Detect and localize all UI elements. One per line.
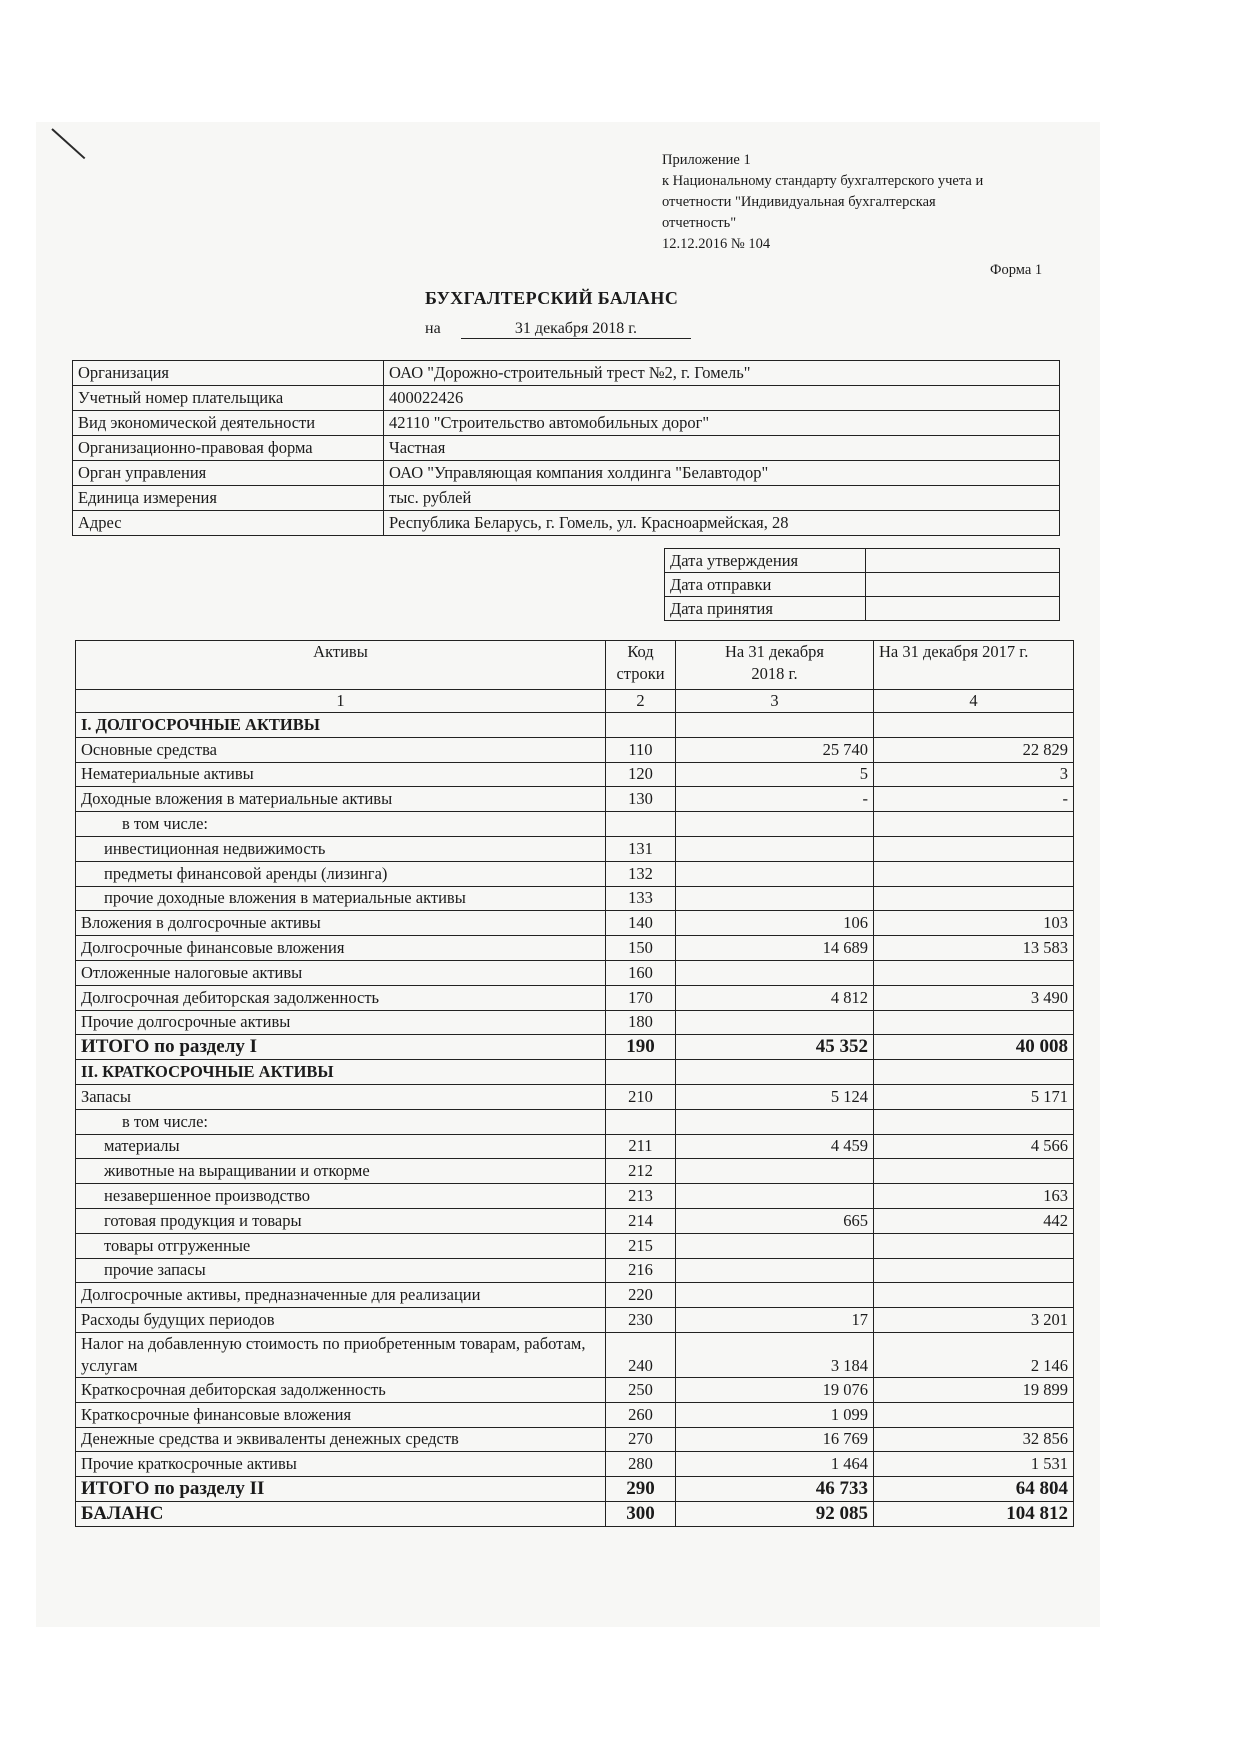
value-2018 — [676, 713, 874, 738]
info-label: Орган управления — [73, 461, 384, 486]
value-2018: 5 124 — [676, 1084, 874, 1109]
row-code: 110 — [606, 737, 676, 762]
row-code: 211 — [606, 1134, 676, 1159]
value-2017: 4 566 — [874, 1134, 1074, 1159]
table-row — [76, 985, 1074, 1010]
header-current-line1: На 31 декабря — [724, 642, 825, 661]
row-label: Основные средства — [76, 737, 606, 762]
row-code — [606, 1060, 676, 1085]
row-code — [606, 1109, 676, 1134]
value-2017: 103 — [874, 911, 1074, 936]
row-code: 212 — [606, 1159, 676, 1184]
value-2017 — [874, 1258, 1074, 1283]
row-label: животные на выращивании и откорме — [76, 1159, 606, 1184]
value-2017: 163 — [874, 1184, 1074, 1209]
table-row — [76, 1332, 1074, 1377]
value-2017: 3 201 — [874, 1308, 1074, 1333]
row-code: 140 — [606, 911, 676, 936]
value-2017: 64 804 — [874, 1477, 1074, 1502]
row-label: незавершенное производство — [76, 1184, 606, 1209]
value-2017: 19 899 — [874, 1377, 1074, 1402]
value-2018 — [676, 836, 874, 861]
value-2018: 1 464 — [676, 1452, 874, 1477]
value-2017 — [874, 960, 1074, 985]
row-label: Прочие краткосрочные активы — [76, 1452, 606, 1477]
value-2017 — [874, 812, 1074, 837]
value-2018: 25 740 — [676, 737, 874, 762]
info-row — [73, 361, 1060, 386]
value-2018: 5 — [676, 762, 874, 787]
value-2017: 442 — [874, 1208, 1074, 1233]
table-row — [76, 861, 1074, 886]
dates-row — [665, 597, 1060, 621]
table-row — [76, 1283, 1074, 1308]
value-2018 — [676, 861, 874, 886]
date-accepted-label: Дата принятия — [665, 597, 866, 621]
header-current-line2: 2018 г. — [751, 664, 798, 683]
info-label: Организационно-правовая форма — [73, 436, 384, 461]
table-row — [76, 936, 1074, 961]
table-row — [76, 1402, 1074, 1427]
row-label: I. ДОЛГОСРОЧНЫЕ АКТИВЫ — [76, 713, 606, 738]
value-2017: 3 — [874, 762, 1074, 787]
row-label: товары отгруженные — [76, 1233, 606, 1258]
value-2018: 16 769 — [676, 1427, 874, 1452]
row-label: Отложенные налоговые активы — [76, 960, 606, 985]
value-2017: 40 008 — [874, 1035, 1074, 1060]
row-label: БАЛАНС — [76, 1501, 606, 1526]
header-current-year — [676, 641, 874, 690]
row-code: 240 — [606, 1332, 676, 1377]
row-code: 214 — [606, 1208, 676, 1233]
column-number: 3 — [676, 690, 874, 713]
row-code: 130 — [606, 787, 676, 812]
value-2017 — [874, 1060, 1074, 1085]
row-label: Доходные вложения в материальные активы — [76, 787, 606, 812]
row-code: 131 — [606, 836, 676, 861]
appendix-line: отчетность" — [662, 215, 737, 231]
row-code: 213 — [606, 1184, 676, 1209]
value-2018: 45 352 — [676, 1035, 874, 1060]
value-2017: 5 171 — [874, 1084, 1074, 1109]
row-label: Долгосрочные активы, предназначенные для реализации — [76, 1283, 606, 1308]
row-label: предметы финансовой аренды (лизинга) — [76, 861, 606, 886]
appendix-line: отчетности "Индивидуальная бухгалтерская — [662, 194, 936, 210]
info-row — [73, 461, 1060, 486]
header-code-line1: Код — [627, 642, 654, 661]
value-2017 — [874, 1233, 1074, 1258]
value-2018 — [676, 886, 874, 911]
row-code: 132 — [606, 861, 676, 886]
value-2017: 3 490 — [874, 985, 1074, 1010]
table-row — [76, 1084, 1074, 1109]
value-2018: 4 812 — [676, 985, 874, 1010]
table-row — [76, 1501, 1074, 1526]
header-assets: Активы — [76, 641, 606, 690]
row-code: 280 — [606, 1452, 676, 1477]
table-row — [76, 1308, 1074, 1333]
info-label: Организация — [73, 361, 384, 386]
value-2017: 1 531 — [874, 1452, 1074, 1477]
info-value: тыс. рублей — [384, 486, 1060, 511]
value-2018 — [676, 1010, 874, 1035]
info-row — [73, 386, 1060, 411]
value-2017 — [874, 1283, 1074, 1308]
row-code: 300 — [606, 1501, 676, 1526]
value-2018 — [676, 1060, 874, 1085]
row-label: Налог на добавленную стоимость по приобретенным товарам, работам, услугам — [76, 1332, 606, 1377]
header-code-line2: строки — [616, 664, 665, 683]
row-code: 210 — [606, 1084, 676, 1109]
row-code: 150 — [606, 936, 676, 961]
table-row — [76, 911, 1074, 936]
value-2018: 665 — [676, 1208, 874, 1233]
value-2017 — [874, 861, 1074, 886]
organization-info-table — [72, 360, 1060, 536]
value-2017 — [874, 1010, 1074, 1035]
value-2017 — [874, 886, 1074, 911]
appendix-line: 12.12.2016 № 104 — [662, 236, 771, 252]
balance-sheet-table — [75, 640, 1074, 1527]
value-2017: 104 812 — [874, 1501, 1074, 1526]
row-code — [606, 812, 676, 837]
value-2018: 14 689 — [676, 936, 874, 961]
row-code: 120 — [606, 762, 676, 787]
row-code: 180 — [606, 1010, 676, 1035]
row-code: 133 — [606, 886, 676, 911]
row-code: 216 — [606, 1258, 676, 1283]
table-row — [76, 1477, 1074, 1502]
row-label: Долгосрочные финансовые вложения — [76, 936, 606, 961]
appendix-line: Приложение 1 — [662, 152, 751, 168]
row-code — [606, 713, 676, 738]
form-number: Форма 1 — [990, 262, 1043, 278]
date-approval-value — [866, 549, 1060, 573]
row-label: Краткосрочные финансовые вложения — [76, 1402, 606, 1427]
value-2018: 1 099 — [676, 1402, 874, 1427]
row-code: 230 — [606, 1308, 676, 1333]
info-label: Адрес — [73, 511, 384, 536]
date-accepted-value — [866, 597, 1060, 621]
table-row — [76, 1258, 1074, 1283]
value-2018: 106 — [676, 911, 874, 936]
table-row — [76, 1208, 1074, 1233]
header-code — [606, 641, 676, 690]
info-label: Вид экономической деятельности — [73, 411, 384, 436]
column-number: 1 — [76, 690, 606, 713]
value-2018 — [676, 1184, 874, 1209]
row-code: 190 — [606, 1035, 676, 1060]
row-code: 260 — [606, 1402, 676, 1427]
info-label: Единица измерения — [73, 486, 384, 511]
row-label: Расходы будущих периодов — [76, 1308, 606, 1333]
value-2018 — [676, 1283, 874, 1308]
row-label: прочие доходные вложения в материальные активы — [76, 886, 606, 911]
appendix-line: к Национальному стандарту бухгалтерского учета и — [662, 173, 984, 189]
appendix-note — [662, 150, 1062, 255]
date-prefix: на — [425, 320, 441, 337]
table-header-row — [76, 641, 1074, 690]
value-2018 — [676, 1233, 874, 1258]
value-2017: 22 829 — [874, 737, 1074, 762]
table-row — [76, 812, 1074, 837]
value-2017: 13 583 — [874, 936, 1074, 961]
document-title: БУХГАЛТЕРСКИЙ БАЛАНС — [425, 288, 679, 308]
row-label: Нематериальные активы — [76, 762, 606, 787]
table-row — [76, 1134, 1074, 1159]
dates-row — [665, 549, 1060, 573]
value-2018: 3 184 — [676, 1332, 874, 1377]
info-row — [73, 436, 1060, 461]
value-2018 — [676, 1258, 874, 1283]
row-code: 215 — [606, 1233, 676, 1258]
info-value: 400022426 — [384, 386, 1060, 411]
row-label: ИТОГО по разделу I — [76, 1035, 606, 1060]
row-code: 290 — [606, 1477, 676, 1502]
row-code: 160 — [606, 960, 676, 985]
row-label: Вложения в долгосрочные активы — [76, 911, 606, 936]
row-label: Запасы — [76, 1084, 606, 1109]
table-row — [76, 1233, 1074, 1258]
document-date-line — [425, 320, 695, 339]
value-2017: - — [874, 787, 1074, 812]
row-code: 250 — [606, 1377, 676, 1402]
date-sent-label: Дата отправки — [665, 573, 866, 597]
info-value: 42110 "Строительство автомобильных дорог" — [384, 411, 1060, 436]
row-label: Прочие долгосрочные активы — [76, 1010, 606, 1035]
row-label: ИТОГО по разделу II — [76, 1477, 606, 1502]
row-label: материалы — [76, 1134, 606, 1159]
row-code: 270 — [606, 1427, 676, 1452]
column-number-row — [76, 690, 1074, 713]
info-value: ОАО "Дорожно-строительный трест №2, г. Гомель" — [384, 361, 1060, 386]
value-2018: 4 459 — [676, 1134, 874, 1159]
table-row — [76, 886, 1074, 911]
table-row — [76, 1452, 1074, 1477]
dates-row — [665, 573, 1060, 597]
date-approval-label: Дата утверждения — [665, 549, 866, 573]
info-row — [73, 511, 1060, 536]
value-2018: - — [676, 787, 874, 812]
table-row — [76, 1060, 1074, 1085]
value-2017 — [874, 1159, 1074, 1184]
column-number: 2 — [606, 690, 676, 713]
value-2018: 92 085 — [676, 1501, 874, 1526]
info-value: ОАО "Управляющая компания холдинга "Белавтодор" — [384, 461, 1060, 486]
row-label: в том числе: — [76, 812, 606, 837]
value-2018 — [676, 960, 874, 985]
value-2018 — [676, 1109, 874, 1134]
row-label: Краткосрочная дебиторская задолженность — [76, 1377, 606, 1402]
value-2018 — [676, 812, 874, 837]
table-row — [76, 1035, 1074, 1060]
table-row — [76, 737, 1074, 762]
table-row — [76, 836, 1074, 861]
value-2017: 32 856 — [874, 1427, 1074, 1452]
info-value: Республика Беларусь, г. Гомель, ул. Красноармейская, 28 — [384, 511, 1060, 536]
value-2017: 2 146 — [874, 1332, 1074, 1377]
table-row — [76, 787, 1074, 812]
table-row — [76, 1184, 1074, 1209]
dates-table — [664, 548, 1060, 621]
header-previous-year: На 31 декабря 2017 г. — [874, 641, 1074, 690]
table-row — [76, 1427, 1074, 1452]
value-2018 — [676, 1159, 874, 1184]
table-row — [76, 1159, 1074, 1184]
row-label: прочие запасы — [76, 1258, 606, 1283]
row-label: в том числе: — [76, 1109, 606, 1134]
value-2018: 46 733 — [676, 1477, 874, 1502]
row-label: Долгосрочная дебиторская задолженность — [76, 985, 606, 1010]
column-number: 4 — [874, 690, 1074, 713]
value-2017 — [874, 1402, 1074, 1427]
value-2017 — [874, 713, 1074, 738]
table-row — [76, 713, 1074, 738]
value-2017 — [874, 836, 1074, 861]
info-value: Частная — [384, 436, 1060, 461]
info-label: Учетный номер плательщика — [73, 386, 384, 411]
info-row — [73, 486, 1060, 511]
row-code: 170 — [606, 985, 676, 1010]
row-label: инвестиционная недвижимость — [76, 836, 606, 861]
info-row — [73, 411, 1060, 436]
document-date: 31 декабря 2018 г. — [461, 320, 691, 339]
row-label: II. КРАТКОСРОЧНЫЕ АКТИВЫ — [76, 1060, 606, 1085]
table-row — [76, 762, 1074, 787]
table-row — [76, 1109, 1074, 1134]
date-sent-value — [866, 573, 1060, 597]
table-row — [76, 960, 1074, 985]
table-row — [76, 1377, 1074, 1402]
row-code: 220 — [606, 1283, 676, 1308]
value-2018: 17 — [676, 1308, 874, 1333]
value-2017 — [874, 1109, 1074, 1134]
row-label: Денежные средства и эквиваленты денежных средств — [76, 1427, 606, 1452]
row-label: готовая продукция и товары — [76, 1208, 606, 1233]
value-2018: 19 076 — [676, 1377, 874, 1402]
table-row — [76, 1010, 1074, 1035]
